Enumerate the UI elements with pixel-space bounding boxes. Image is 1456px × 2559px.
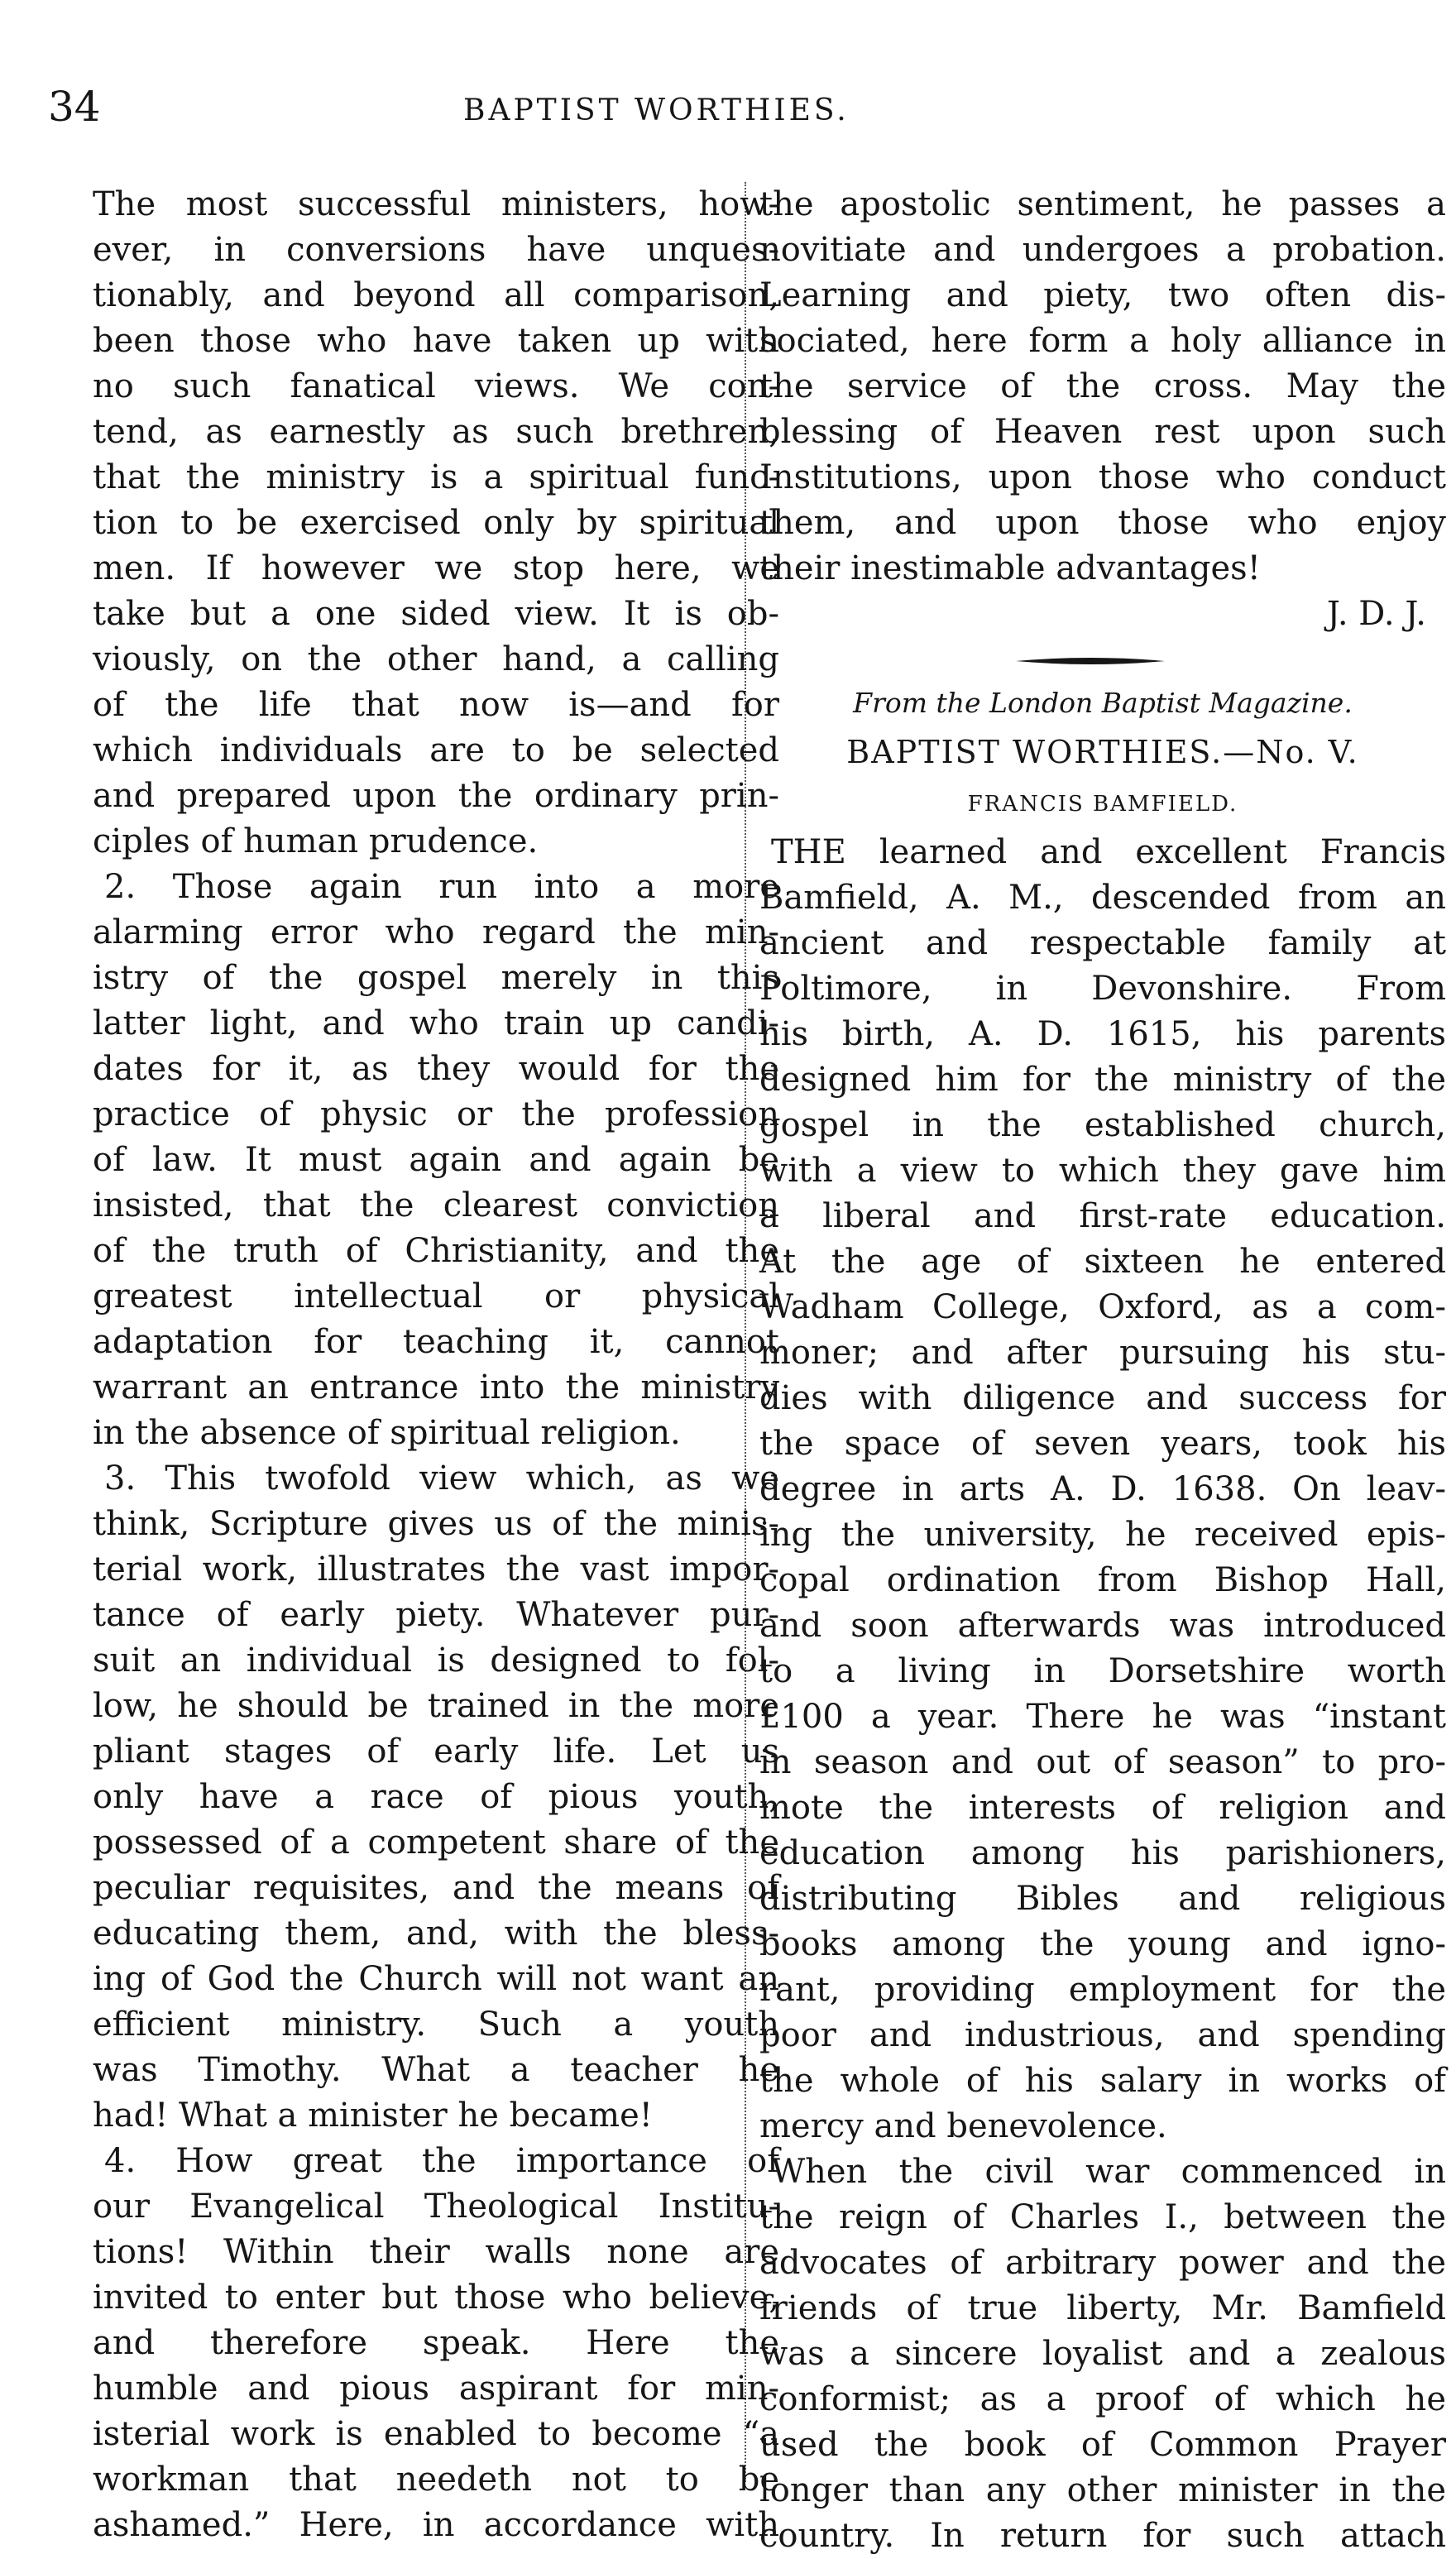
text-line: the space of seven years, took his bbox=[759, 1425, 1446, 1463]
text-line: had! What a minister he became! bbox=[93, 2097, 653, 2135]
text-line: pliant stages of early life. Let us bbox=[93, 1732, 779, 1771]
text-line: dates for it, as they would for the bbox=[93, 1050, 779, 1088]
text-line: was Timothy. What a teacher he bbox=[93, 2051, 779, 2089]
page-number: 34 bbox=[48, 83, 101, 131]
text-line: sociated, here form a holy alliance in bbox=[759, 322, 1446, 360]
text-line: peculiar requisites, and the means of bbox=[93, 1869, 779, 1907]
text-line: istry of the gospel merely in this bbox=[93, 959, 779, 997]
text-line: his birth, A. D. 1615, his parents bbox=[759, 1015, 1446, 1053]
text-line: ing the university, he received epis- bbox=[759, 1516, 1446, 1554]
subject-name: FRANCIS BAMFIELD. bbox=[967, 792, 1238, 817]
text-line: the reign of Charles I., between the bbox=[759, 2198, 1446, 2236]
text-line: and prepared upon the ordinary prin- bbox=[93, 777, 779, 815]
text-line: tions! Within their walls none are bbox=[93, 2233, 779, 2271]
text-line: in season and out of season” to pro- bbox=[759, 1743, 1446, 1781]
paragraph-start-line: 2. Those again run into a more bbox=[104, 868, 779, 906]
text-line: alarming error who regard the min- bbox=[93, 913, 779, 951]
paragraph-start-line: THE learned and excellent Francis bbox=[771, 833, 1446, 871]
text-line: tionably, and beyond all comparison, bbox=[93, 276, 779, 314]
text-line: advocates of arbitrary power and the bbox=[759, 2244, 1446, 2282]
text-line: invited to enter but those who believe, bbox=[93, 2279, 779, 2317]
text-line: The most successful ministers, how- bbox=[93, 185, 779, 223]
text-line: moner; and after pursuing his stu- bbox=[759, 1334, 1446, 1372]
text-line: country. In return for such attach bbox=[759, 2517, 1446, 2555]
text-line: gospel in the established church, bbox=[759, 1106, 1446, 1144]
left-column bbox=[93, 182, 779, 2548]
text-line: which individuals are to be selected bbox=[93, 731, 779, 769]
paragraph-start-line: 4. How great the importance of bbox=[104, 2142, 779, 2180]
text-line: tance of early piety. Whatever pur- bbox=[93, 1596, 779, 1634]
text-line: rant, providing employment for the bbox=[759, 1971, 1446, 2009]
text-line: novitiate and undergoes a probation. bbox=[759, 231, 1446, 269]
text-line: books among the young and igno- bbox=[759, 1925, 1446, 1963]
text-line: their inestimable advantages! bbox=[759, 549, 1261, 587]
text-line: designed him for the ministry of the bbox=[759, 1061, 1446, 1099]
text-line: educating them, and, with the bless- bbox=[93, 1914, 779, 1953]
text-line: men. If however we stop here, we bbox=[93, 549, 779, 587]
text-line: our Evangelical Theological Institu- bbox=[93, 2188, 779, 2226]
text-line: isterial work is enabled to become “a bbox=[93, 2415, 779, 2453]
text-line: mercy and benevolence. bbox=[759, 2107, 1167, 2145]
author-signature: J. D. J. bbox=[1326, 595, 1426, 633]
right-column bbox=[759, 182, 1446, 2559]
text-line: ashamed.” Here, in accordance with bbox=[93, 2506, 779, 2544]
text-line: dies with diligence and success for bbox=[759, 1379, 1446, 1417]
text-line: ancient and respectable family at bbox=[759, 924, 1446, 962]
text-line: viously, on the other hand, a calling bbox=[93, 640, 779, 678]
text-line: possessed of a competent share of the bbox=[93, 1823, 779, 1862]
text-line: ever, in conversions have unques- bbox=[93, 231, 779, 269]
text-line: adaptation for teaching it, cannot bbox=[93, 1323, 779, 1361]
text-line: ciples of human prudence. bbox=[93, 822, 539, 860]
text-line: no such fanatical views. We con- bbox=[93, 367, 779, 405]
text-line: Institutions, upon those who conduct bbox=[759, 458, 1446, 496]
text-line: Bamfield, A. M., descended from an bbox=[759, 879, 1446, 917]
text-line: only have a race of pious youth, bbox=[93, 1778, 779, 1816]
text-line: of the truth of Christianity, and the bbox=[93, 1232, 779, 1270]
text-line: blessing of Heaven rest upon such bbox=[759, 413, 1446, 451]
text-line: was a sincere loyalist and a zealous bbox=[759, 2335, 1446, 2373]
text-line: greatest intellectual or physical bbox=[93, 1277, 779, 1315]
text-line: efficient ministry. Such a youth bbox=[93, 2006, 779, 2044]
paragraph-start-line: When the civil war commenced in bbox=[771, 2153, 1446, 2191]
text-line: that the ministry is a spiritual func- bbox=[93, 458, 779, 496]
text-line: distributing Bibles and religious bbox=[759, 1880, 1446, 1918]
text-line: latter light, and who train up candi- bbox=[93, 1004, 779, 1042]
text-line: friends of true liberty, Mr. Bamfield bbox=[759, 2289, 1446, 2327]
text-line: £100 a year. There he was “instant bbox=[759, 1698, 1446, 1736]
text-line: copal ordination from Bishop Hall, bbox=[759, 1561, 1446, 1599]
text-line: Poltimore, in Devonshire. From bbox=[759, 970, 1446, 1008]
text-line: tend, as earnestly as such brethren, bbox=[93, 413, 779, 451]
text-line: think, Scripture gives us of the minis- bbox=[93, 1505, 779, 1543]
text-line: them, and upon those who enjoy bbox=[759, 504, 1446, 542]
text-line: education among his parishioners, bbox=[759, 1834, 1446, 1872]
text-line: Learning and piety, two often dis- bbox=[759, 276, 1446, 314]
text-line: of the life that now is—and for bbox=[93, 686, 779, 724]
text-line: used the book of Common Prayer bbox=[759, 2426, 1446, 2464]
text-line: with a view to which they gave him bbox=[759, 1152, 1446, 1190]
text-line: Wadham College, Oxford, as a com- bbox=[759, 1288, 1446, 1326]
text-line: terial work, illustrates the vast impor- bbox=[93, 1550, 779, 1589]
text-line: a liberal and first-rate education. bbox=[759, 1197, 1446, 1235]
text-line: and therefore speak. Here the bbox=[93, 2324, 779, 2362]
text-line: humble and pious aspirant for min- bbox=[93, 2370, 779, 2408]
source-attribution: From the London Baptist Magazine. bbox=[853, 687, 1353, 719]
text-line: insisted, that the clearest conviction bbox=[93, 1186, 779, 1224]
text-line: the apostolic sentiment, he passes a bbox=[759, 185, 1446, 223]
text-line: poor and industrious, and spending bbox=[759, 2016, 1446, 2054]
text-line: the whole of his salary in works of bbox=[759, 2062, 1446, 2100]
text-line: mote the interests of religion and bbox=[759, 1789, 1446, 1827]
text-line: tion to be exercised only by spiritual bbox=[93, 504, 779, 542]
ornamental-rule bbox=[759, 637, 1446, 680]
running-head: BAPTIST WORTHIES. bbox=[463, 93, 850, 127]
text-line: and soon afterwards was introduced bbox=[759, 1607, 1446, 1645]
section-title: BAPTIST WORTHIES.—No. V. bbox=[846, 734, 1359, 770]
text-line: the service of the cross. May the bbox=[759, 367, 1446, 405]
text-line: take but a one sided view. It is ob- bbox=[93, 595, 779, 633]
text-line: ing of God the Church will not want an bbox=[93, 1960, 779, 1998]
text-line: of law. It must again and again be bbox=[93, 1141, 779, 1179]
text-line: to a living in Dorsetshire worth bbox=[759, 1652, 1446, 1690]
text-line: in the absence of spiritual religion. bbox=[93, 1414, 681, 1452]
paragraph-start-line: 3. This twofold view which, as we bbox=[104, 1459, 779, 1498]
text-line: been those who have taken up with bbox=[93, 322, 779, 360]
text-line: low, he should be trained in the more bbox=[93, 1687, 779, 1725]
text-line: longer than any other minister in the bbox=[759, 2471, 1446, 2509]
text-line: At the age of sixteen he entered bbox=[759, 1243, 1446, 1281]
text-line: degree in arts A. D. 1638. On leav- bbox=[759, 1470, 1446, 1508]
text-line: workman that needeth not to be bbox=[93, 2461, 779, 2499]
text-line: warrant an entrance into the ministry bbox=[93, 1368, 779, 1406]
text-line: suit an individual is designed to fol- bbox=[93, 1641, 779, 1680]
text-line: conformist; as a proof of which he bbox=[759, 2380, 1446, 2418]
text-line: practice of physic or the profession bbox=[93, 1095, 779, 1133]
